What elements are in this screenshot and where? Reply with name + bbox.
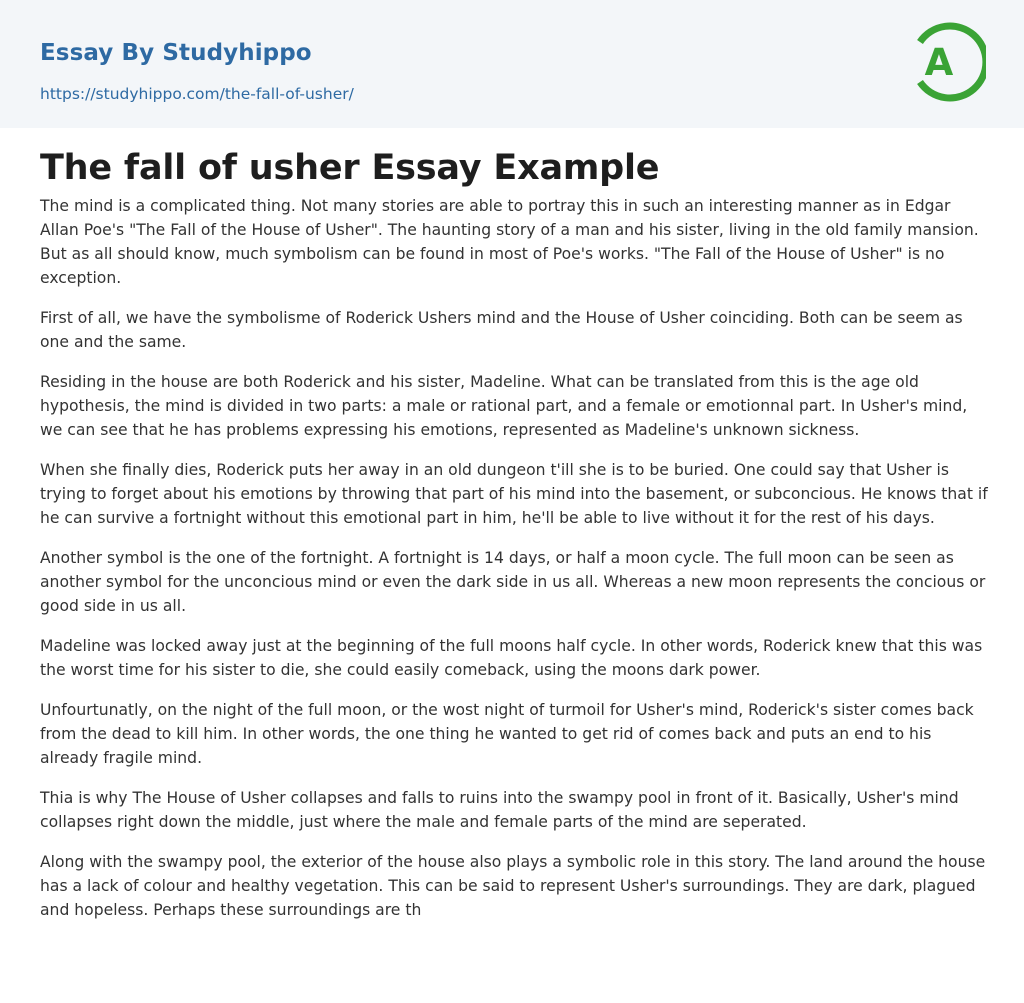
essay-paragraph: Another symbol is the one of the fortnight. A fortnight is 14 days, or half a moon cycle. The full moon can be seen as another symbol for the unconcious mind or even the dark side in us all. Whereas a new moon represents the concious or good side in us all.: [40, 549, 986, 615]
essay-paragraph: Along with the swampy pool, the exterior of the house also plays a symbolic role in this story. The land around the house has a lack of colour and healthy vegetation. This can be said to represent Usher's surroundings. They are dark, plagued and hopeless. Perhaps these surroundings are th: [40, 853, 986, 919]
source-url-link[interactable]: https://studyhippo.com/the-fall-of-usher/: [40, 85, 354, 103]
brand-title[interactable]: Essay By Studyhippo: [40, 40, 312, 66]
essay-paragraph: Residing in the house are both Roderick and his sister, Madeline. What can be translated from this is the age old hypothesis, the mind is divided in two parts: a male or rational part, and a female or emotionnal part. In Usher's mind, we can see that he has problems expressing his emotions, represented as Madeline's unknown sickness.: [40, 373, 968, 439]
essay-paragraph: Thia is why The House of Usher collapses and falls to ruins into the swampy pool in front of it. Basically, Usher's mind collapses right down the middle, just where the male and female parts of the mind are seperated.: [40, 789, 959, 831]
essay-paragraph: First of all, we have the symbolisme of Roderick Ushers mind and the House of Usher coinciding. Both can be seem as one and the same.: [40, 309, 963, 351]
essay-paragraph: Madeline was locked away just at the beginning of the full moons half cycle. In other words, Roderick knew that this was the worst time for his sister to die, she could easily comeback, using the moons dark power.: [40, 637, 983, 679]
essay-body: [40, 194, 988, 938]
logo-letter: A: [924, 41, 954, 84]
essay-paragraph: The mind is a complicated thing. Not many stories are able to portray this in such an interesting manner as in Edgar Allan Poe's "The Fall of the House of Usher". The haunting story of a man and his sister, living in the old family mansion. But as all should know, much symbolism can be found in most of Poe's works. "The Fall of the House of Usher" is no exception.: [40, 197, 979, 287]
essay-paragraph: Unfourtunatly, on the night of the full moon, or the wost night of turmoil for Usher's mind, Roderick's sister comes back from the dead to kill him. In other words, the one thing he wanted to get rid of comes back and puts an end to his already fragile mind.: [40, 701, 974, 767]
page-title: The fall of usher Essay Example: [40, 148, 660, 188]
studyhippo-logo-icon[interactable]: [912, 19, 986, 105]
essay-paragraph: When she finally dies, Roderick puts her away in an old dungeon t'ill she is to be buried. One could say that Usher is trying to forget about his emotions by throwing that part of his mind into the basement, or subconcious. He knows that if he can survive a fortnight without this emotional part in him, he'll be able to live without it for the rest of his days.: [40, 461, 988, 527]
